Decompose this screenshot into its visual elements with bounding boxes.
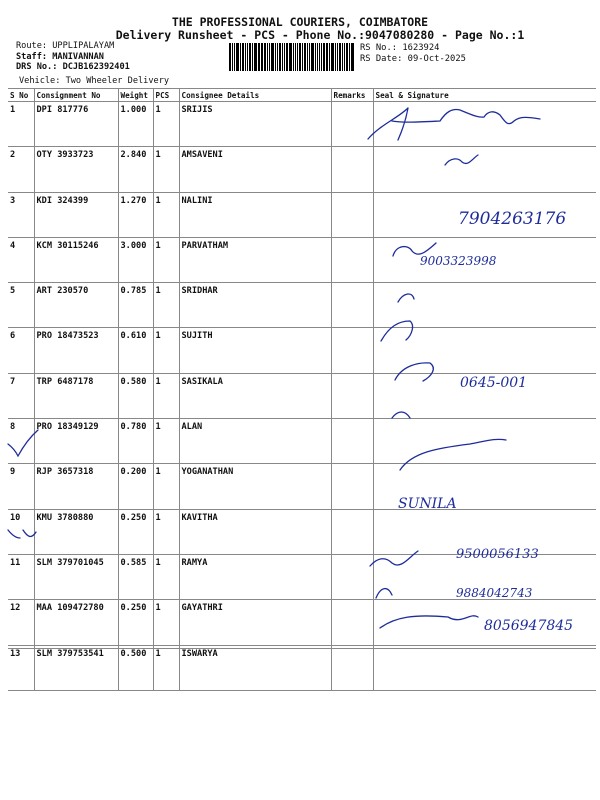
table-row (8, 147, 596, 192)
cell-consignment: RJP 3657318 (34, 464, 118, 509)
cell-sno: 1 (8, 102, 34, 147)
cell-consignee: YOGANATHAN (179, 464, 331, 509)
cell-remarks (331, 328, 373, 373)
cell-pcs: 1 (153, 192, 179, 237)
cell-remarks (331, 373, 373, 418)
cell-consignee: NALINI (179, 192, 331, 237)
cell-sno: 10 (8, 509, 34, 554)
cell-consignment: SLM 379753541 (34, 645, 118, 690)
cell-sno: 9 (8, 464, 34, 509)
route-label: Route: UPPLIPALAYAM (16, 41, 115, 51)
vehicle-label: Vehicle: Two Wheeler Delivery (19, 76, 170, 86)
cell-remarks (331, 600, 373, 645)
col-pcs-header: PCS (153, 89, 179, 102)
cell-signature (373, 645, 596, 690)
table-row (8, 600, 596, 645)
cell-signature (373, 509, 596, 554)
cell-consignment: MAA 109472780 (34, 600, 118, 645)
cell-consignment: KDI 324399 (34, 192, 118, 237)
cell-consignee: GAYATHRI (179, 600, 331, 645)
cell-consignment: PRO 18473523 (34, 328, 118, 373)
cell-sno: 6 (8, 328, 34, 373)
cell-weight: 0.250 (118, 509, 153, 554)
handwritten-phone-3: 7904263176 (458, 209, 567, 229)
cell-sno: 12 (8, 600, 34, 645)
cell-consignee: RAMYA (179, 554, 331, 599)
cell-consignee: SRIJIS (179, 102, 331, 147)
col-signature-header: Seal & Signature (373, 89, 596, 102)
cell-consignee: SASIKALA (179, 373, 331, 418)
cell-signature (373, 237, 596, 282)
cell-consignment: ART 230570 (34, 283, 118, 328)
col-remarks-header: Remarks (331, 89, 373, 102)
cell-weight: 0.780 (118, 419, 153, 464)
handwritten-phone-11: 9500056133 (456, 547, 539, 562)
cell-consignee: ISWARYA (179, 645, 331, 690)
cell-remarks (331, 419, 373, 464)
cell-consignment: KCM 30115246 (34, 237, 118, 282)
cell-weight: 0.200 (118, 464, 153, 509)
cell-weight: 3.000 (118, 237, 153, 282)
col-weight-header: Weight (118, 89, 153, 102)
cell-remarks (331, 509, 373, 554)
cell-weight: 0.250 (118, 600, 153, 645)
table-row (8, 509, 596, 554)
col-consignee-header: Consignee Details (179, 89, 331, 102)
runsheet-table (8, 88, 596, 691)
cell-pcs: 1 (153, 600, 179, 645)
cell-remarks (331, 645, 373, 690)
table-row (8, 645, 596, 690)
table-row (8, 283, 596, 328)
cell-weight: 0.500 (118, 645, 153, 690)
cell-weight: 0.585 (118, 554, 153, 599)
cell-sno: 3 (8, 192, 34, 237)
table-bottom-border (8, 648, 596, 649)
table-row (8, 373, 596, 418)
cell-sno: 5 (8, 283, 34, 328)
company-title: THE PROFESSIONAL COURIERS, COIMBATORE (171, 15, 429, 29)
cell-pcs: 1 (153, 373, 179, 418)
cell-remarks (331, 464, 373, 509)
cell-consignee: SUJITH (179, 328, 331, 373)
handwritten-phone-7: 0645-001 (460, 375, 528, 391)
cell-consignment: OTY 3933723 (34, 147, 118, 192)
barcode (229, 43, 355, 71)
rs-date: RS Date: 09-Oct-2025 (360, 53, 466, 64)
cell-signature (373, 600, 596, 645)
cell-remarks (331, 147, 373, 192)
table-row (8, 328, 596, 373)
handwritten-phone-4: 9003323998 (420, 254, 497, 268)
table-row (8, 419, 596, 464)
cell-consignment: DPI 817776 (34, 102, 118, 147)
cell-pcs: 1 (153, 147, 179, 192)
cell-sno: 11 (8, 554, 34, 599)
table-header-row (8, 89, 596, 102)
cell-sno: 2 (8, 147, 34, 192)
cell-weight: 1.270 (118, 192, 153, 237)
cell-sno: 4 (8, 237, 34, 282)
cell-remarks (331, 237, 373, 282)
cell-remarks (331, 192, 373, 237)
drs-label: DRS No.: DCJB162392401 (16, 62, 130, 73)
cell-sno: 13 (8, 645, 34, 690)
cell-sno: 8 (8, 419, 34, 464)
cell-weight: 1.000 (118, 102, 153, 147)
table-row (8, 464, 596, 509)
table-row (8, 192, 596, 237)
handwritten-name-10: SUNILA (398, 496, 457, 512)
table-row (8, 554, 596, 599)
rs-info (360, 43, 466, 64)
cell-pcs: 1 (153, 419, 179, 464)
cell-consignee: ALAN (179, 419, 331, 464)
col-sno-header: S No (8, 89, 34, 102)
cell-consignment: TRP 6487178 (34, 373, 118, 418)
handwritten-phone-13: 8056947845 (484, 618, 574, 634)
cell-consignee: SRIDHAR (179, 283, 331, 328)
cell-signature (373, 102, 596, 147)
cell-signature (373, 464, 596, 509)
cell-signature (373, 419, 596, 464)
cell-consignment: PRO 18349129 (34, 419, 118, 464)
cell-remarks (331, 102, 373, 147)
staff-label: Staff: MANIVANNAN (16, 51, 104, 62)
cell-pcs: 1 (153, 328, 179, 373)
handwritten-phone-12: 9884042743 (456, 586, 533, 600)
cell-pcs: 1 (153, 509, 179, 554)
cell-consignee: KAVITHA (179, 509, 331, 554)
cell-consignee: PARVATHAM (179, 237, 331, 282)
cell-weight: 0.580 (118, 373, 153, 418)
cell-consignment: SLM 379701045 (34, 554, 118, 599)
cell-pcs: 1 (153, 645, 179, 690)
cell-remarks (331, 554, 373, 599)
route-info (16, 41, 130, 73)
cell-pcs: 1 (153, 464, 179, 509)
cell-signature (373, 373, 596, 418)
cell-signature (373, 283, 596, 328)
cell-weight: 0.785 (118, 283, 153, 328)
cell-pcs: 1 (153, 554, 179, 599)
cell-consignee: AMSAVENI (179, 147, 331, 192)
cell-sno: 7 (8, 373, 34, 418)
cell-pcs: 1 (153, 237, 179, 282)
cell-signature (373, 554, 596, 599)
table-row (8, 237, 596, 282)
table-row (8, 102, 596, 147)
cell-consignment: KMU 3780880 (34, 509, 118, 554)
cell-signature (373, 192, 596, 237)
rs-number: RS No.: 1623924 (360, 43, 440, 53)
cell-remarks (331, 283, 373, 328)
cell-weight: 0.610 (118, 328, 153, 373)
cell-pcs: 1 (153, 102, 179, 147)
cell-weight: 2.840 (118, 147, 153, 192)
cell-signature (373, 147, 596, 192)
runsheet-subtitle: Delivery Runsheet - PCS - Phone No.:9047080280 - Page No.:1 (115, 28, 525, 42)
cell-signature (373, 328, 596, 373)
cell-pcs: 1 (153, 283, 179, 328)
col-consignment-header: Consignment No (34, 89, 118, 102)
